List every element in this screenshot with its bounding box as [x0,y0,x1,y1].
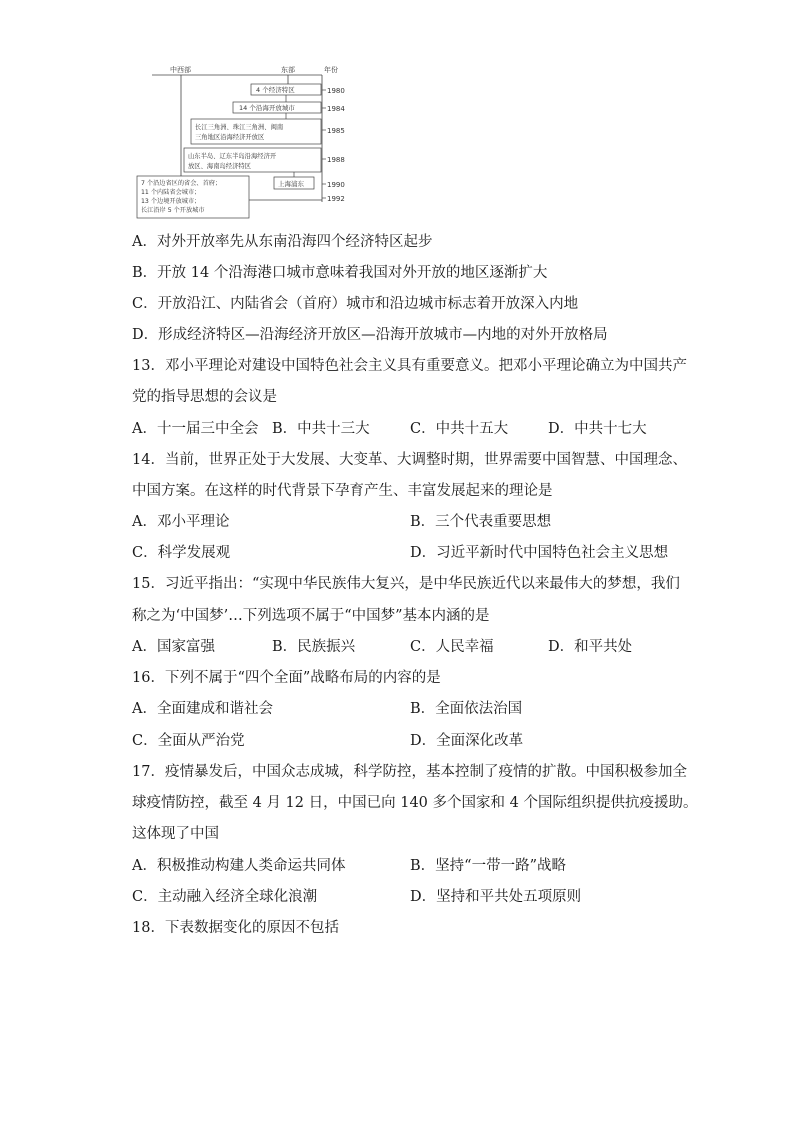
q16-option-a: A．全面建成和谐社会 [132,701,273,717]
q16-option-b: B．全面依法治国 [410,701,523,717]
diagram-box-deltas-line2: 三角地区沿海经济开放区 [195,134,265,141]
q13-option-d: D．中共十七大 [548,421,647,437]
q13-option-a: A．十一届三中全会 [132,421,259,437]
diagram-year-1990: 1990 [327,181,345,189]
q13-stem-line2: 党的指导思想的会议是 [132,389,277,405]
diagram-header-midwest: 中西部 [170,66,191,74]
q13-option-c: C．中共十五大 [410,421,509,437]
diagram-box-inland-line2: 11 个内陆省会城市； [141,189,201,196]
diagram-header-year: 年份 [324,66,338,74]
q17-option-a: A．积极推动构建人类命运共同体 [132,858,346,874]
q14-option-d: D．习近平新时代中国特色社会主义思想 [410,545,669,561]
q17-option-b: B．坚持“一带一路”战略 [410,858,566,874]
diagram-box-peninsulas-line1: 山东半岛、辽东半岛沿海经济开 [188,153,277,160]
q15-option-d: D．和平共处 [548,639,633,655]
q16-stem-line1: 16．下列不属于“四个全面”战略布局的内容的是 [132,670,441,686]
q14-stem-line1: 14．当前，世界正处于大发展、大变革、大调整时期，世界需要中国智慧、中国理念、 [132,452,687,468]
q16-option-c: C．全面从严治党 [132,733,245,749]
diagram-box-inland-line1: 7 个沿边省区的省会、首府； [141,180,222,187]
diagram-year-1980: 1980 [327,87,345,95]
diagram-box-coastal-cities: 14 个沿海开放城市 [239,104,295,112]
q17-stem-line1: 17．疫情暴发后，中国众志成城，科学防控，基本控制了疫情的扩散。中国积极参加全 [132,764,687,780]
q12-option-d: D．形成经济特区—沿海经济开放区—沿海开放城市—内地的对外开放格局 [132,327,608,343]
diagram-year-1988: 1988 [327,156,345,164]
diagram-year-1985: 1985 [327,127,345,135]
q14-stem-line2: 中国方案。在这样的时代背景下孕育产生、丰富发展起来的理论是 [132,483,553,499]
diagram-box-inland-line3: 13 个边境开放城市； [141,198,201,205]
q18-stem-line1: 18．下表数据变化的原因不包括 [132,920,339,936]
q15-option-a: A．国家富强 [132,639,215,655]
q13-option-b: B．中共十三大 [272,421,370,437]
diagram-box-inland-line4: 长江沿岸 5 个开放城市 [141,207,205,214]
q17-stem-line2: 球疫情防控，截至 4 月 12 日，中国已向 140 多个国家和 4 个国际组织提供抗疫援助。 [132,795,698,811]
diagram-box-pudong: 上海浦东 [278,180,304,188]
diagram-box-sez: 4 个经济特区 [256,86,295,94]
q17-option-d: D．坚持和平共处五项原则 [410,889,582,905]
q13-stem-line1: 13．邓小平理论对建设中国特色社会主义具有重要意义。把邓小平理论确立为中国共产 [132,358,687,374]
opening-up-diagram [136,62,356,222]
q17-option-c: C．主动融入经济全球化浪潮 [132,889,318,905]
diagram-year-1992: 1992 [327,195,345,203]
q12-option-c: C．开放沿江、内陆省会（首府）城市和沿边城市标志着开放深入内地 [132,296,579,312]
q12-option-b: B．开放 14 个沿海港口城市意味着我国对外开放的地区逐渐扩大 [132,265,548,281]
q14-option-c: C．科学发展观 [132,545,231,561]
diagram-header-east: 东部 [281,66,295,74]
q17-stem-line3: 这体现了中国 [132,826,219,842]
diagram-box-peninsulas-line2: 放区、海南岛经济特区 [188,163,251,170]
q14-option-a: A．邓小平理论 [132,514,230,530]
q16-option-d: D．全面深化改革 [410,733,524,749]
diagram-year-1984: 1984 [327,105,345,113]
q14-option-b: B．三个代表重要思想 [410,514,552,530]
q15-stem-line1: 15．习近平指出：“实现中华民族伟大复兴，是中华民族近代以来最伟大的梦想，我们 [132,576,680,592]
q15-stem-line2: 称之为‘中国梦’…下列选项不属于“中国梦”基本内涵的是 [132,608,490,624]
diagram-box-deltas-line1: 长江三角洲、珠江三角洲、闽南 [195,124,284,131]
q15-option-b: B．民族振兴 [272,639,356,655]
q12-option-a: A．对外开放率先从东南沿海四个经济特区起步 [132,234,433,250]
q15-option-c: C．人民幸福 [410,639,494,655]
